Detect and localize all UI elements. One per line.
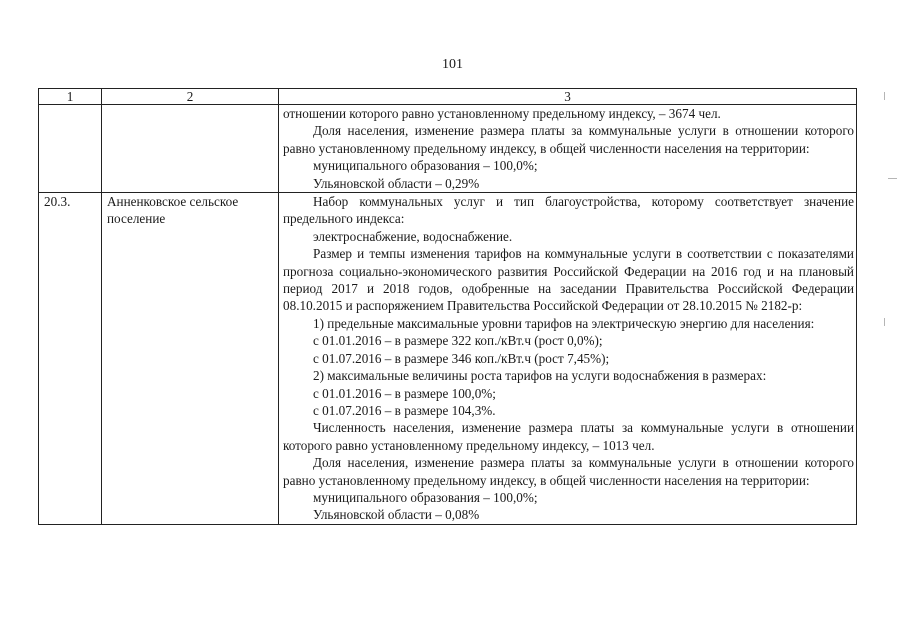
description-paragraph: Размер и темпы изменения тарифов на коммунальные услуги в соответствии с показателями прогноза социально-экономического развития Российской Федерации на 2016 год и на плановый период 2017 и 2018 годов, одобренные на заседании Правительства Российской Федерации 08.10.2015 и распоряжением Правительства Российской Федерации от 28.10.2015 № 2182-р: (283, 246, 854, 314)
description-cell (279, 193, 857, 525)
table-row (39, 193, 857, 525)
page-number: 101 (442, 57, 463, 72)
header-col-3: 3 (279, 89, 857, 105)
description-paragraph: муниципального образования – 100,0%; (313, 158, 538, 174)
description-paragraph: электроснабжение, водоснабжение. (313, 228, 513, 244)
description-paragraph: 1) предельные максимальные уровни тарифов на электрическую энергию для населения: (313, 315, 815, 331)
description-paragraph: 2) максимальные величины роста тарифов на услуги водоснабжения в размерах: (313, 368, 767, 384)
header-col-1: 1 (39, 89, 102, 105)
description-paragraph: отношении которого равно установленному предельному индексу, – 3674 чел. (283, 106, 721, 121)
description-paragraph: с 01.01.2016 – в размере 322 коп./кВт.ч (рост 0,0%); (313, 333, 603, 349)
description-paragraph: Набор коммунальных услуг и тип благоустройства, которому соответствует значение предельного индекса: (283, 194, 854, 227)
description-paragraph: Ульяновской области – 0,29% (313, 175, 480, 191)
description-paragraph: Доля населения, изменение размера платы за коммунальные услуги в отношении которого равно установленному предельному индексу, в общей численности населения на территории: (283, 123, 854, 156)
description-paragraph: с 01.07.2016 – в размере 346 коп./кВт.ч (рост 7,45%); (313, 350, 610, 366)
description-paragraph: Ульяновской области – 0,08% (313, 507, 480, 523)
header-col-2: 2 (102, 89, 279, 105)
scan-mark (888, 178, 897, 179)
description-paragraph: Численность населения, изменение размера платы за коммунальные услуги в отношении которого равно установленному предельному индексу, – 1013 чел. (283, 420, 854, 453)
settlement-name-cell: Анненковское сельское поселение (102, 193, 279, 525)
table-header (39, 89, 857, 105)
description-paragraph: с 01.07.2016 – в размере 104,3%. (313, 402, 496, 418)
settlement-name-cell (102, 105, 279, 193)
table-body (39, 105, 857, 525)
document-table (38, 88, 857, 525)
row-number-cell (39, 105, 102, 193)
description-paragraph: с 01.01.2016 – в размере 100,0%; (313, 385, 496, 401)
description-cell (279, 105, 857, 193)
scan-mark (884, 92, 885, 100)
description-paragraph: муниципального образования – 100,0%; (313, 489, 538, 505)
scan-mark (884, 318, 885, 326)
row-number-cell: 20.3. (39, 193, 102, 525)
header-row (39, 89, 857, 105)
description-paragraph: Доля населения, изменение размера платы за коммунальные услуги в отношении которого равно установленному предельному индексу, в общей численности населения на территории: (283, 455, 854, 488)
table-row (39, 105, 857, 193)
